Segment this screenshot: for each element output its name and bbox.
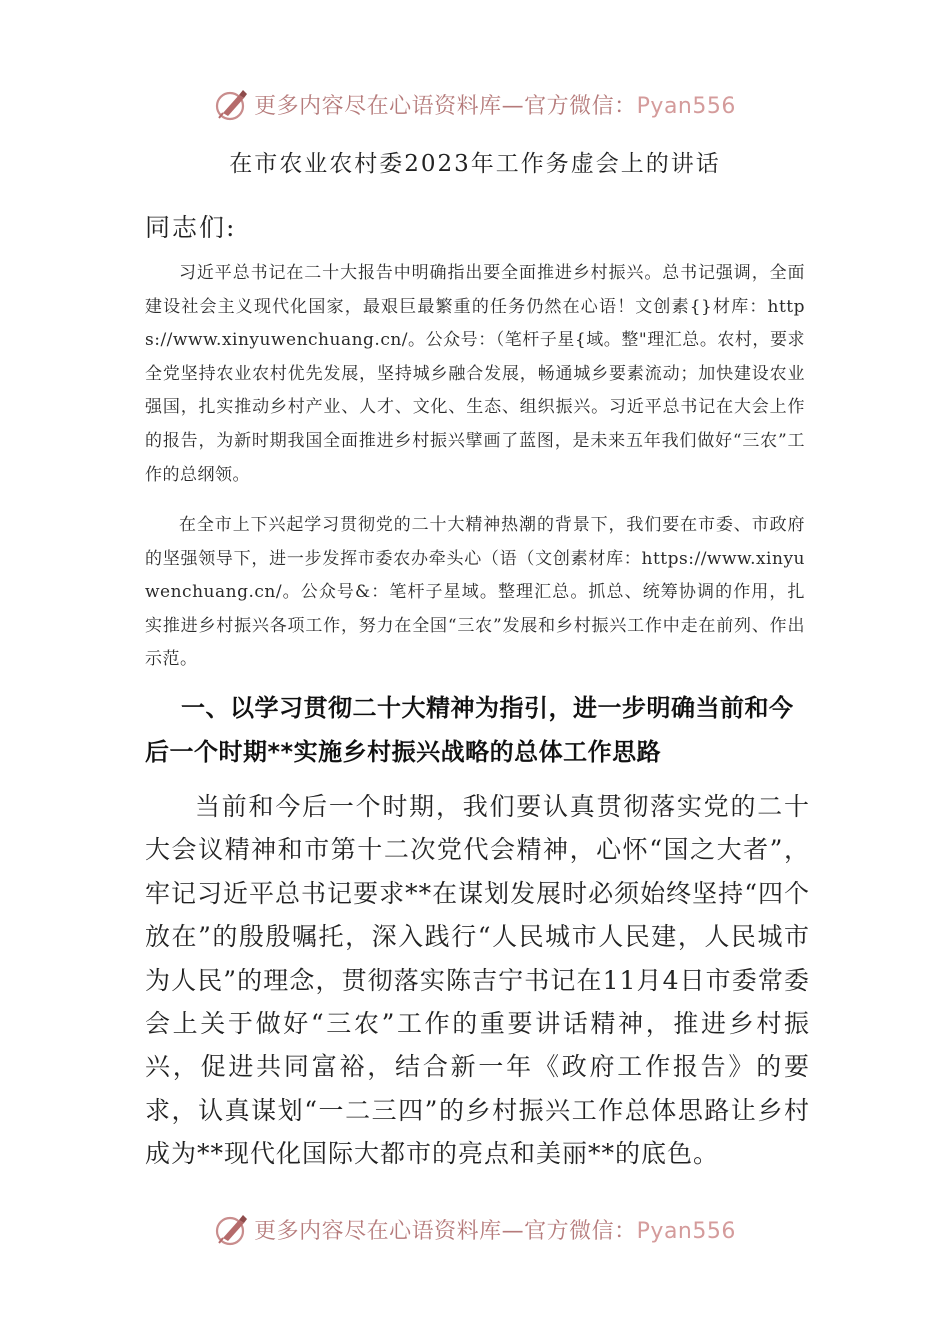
watermark-text: 更多内容尽在心语资料库—官方微信：Pyan556	[254, 93, 736, 119]
pen-nib-logo-icon	[214, 86, 250, 122]
watermark-text: 更多内容尽在心语资料库—官方微信：Pyan556	[254, 1218, 736, 1244]
watermark-banner-top	[0, 84, 950, 124]
section-paragraph: 当前和今后一个时期，我们要认真贯彻落实党的二十大会议精神和市第十二次党代会精神，心怀“国之大者”，牢记习近平总书记要求**在谋划发展时必须始终坚持“四个放在”的殷殷嘱托，深入践行“人民城市人民建，人民城市为人民”的理念，贯彻落实陈吉宁书记在11月4日市委常委会上关于做好“三农”工作的重要讲话精神，推进乡村振兴，促进共同富裕，结合新一年《政府工作报告》的要求，认真谋划“一二三四”的乡村振兴工作总体思路让乡村成为**现代化国际大都市的亮点和美丽**的底色。	[145, 792, 810, 1169]
document-title: 在市农业农村委2023年工作务虚会上的讲话	[229, 151, 721, 177]
paragraph-2: 在全市上下兴起学习贯彻党的二十大精神热潮的背景下，我们要在市委、市政府的坚强领导下，进一步发挥市委农办牵头心（语（文创素材库：https://www.xinyuwenchuang.cn/。公众号&：笔杆子星域。整理汇总。抓总、统筹协调的作用，扎实推进乡村振兴各项工作，努力在全国“三农”发展和乡村振兴工作中走在前列、作出示范。	[145, 515, 805, 670]
paragraph-1: 习近平总书记在二十大报告中明确指出要全面推进乡村振兴。总书记强调，全面建设社会主义现代化国家，最艰巨最繁重的任务仍然在心语！文创素{}材库：https://www.xinyuwenchuang.cn/。公众号：（笔杆子星{域。整"理汇总。农村，要求全党坚持农业农村优先发展，坚持城乡融合发展，畅通城乡要素流动；加快建设农业强国，扎实推动乡村产业、人才、文化、生态、组织振兴。习近平总书记在大会上作的报告，为新时期我国全面推进乡村振兴擘画了蓝图，是未来五年我们做好“三农”工作的总纲领。	[145, 263, 805, 485]
section-heading: 一、以学习贯彻二十大精神为指引，进一步明确当前和今后一个时期**实施乡村振兴战略的总体工作思路	[145, 694, 794, 766]
watermark-banner-bottom	[0, 1209, 950, 1249]
pen-nib-logo-icon	[214, 1211, 250, 1247]
salutation: 同志们:	[145, 213, 237, 242]
